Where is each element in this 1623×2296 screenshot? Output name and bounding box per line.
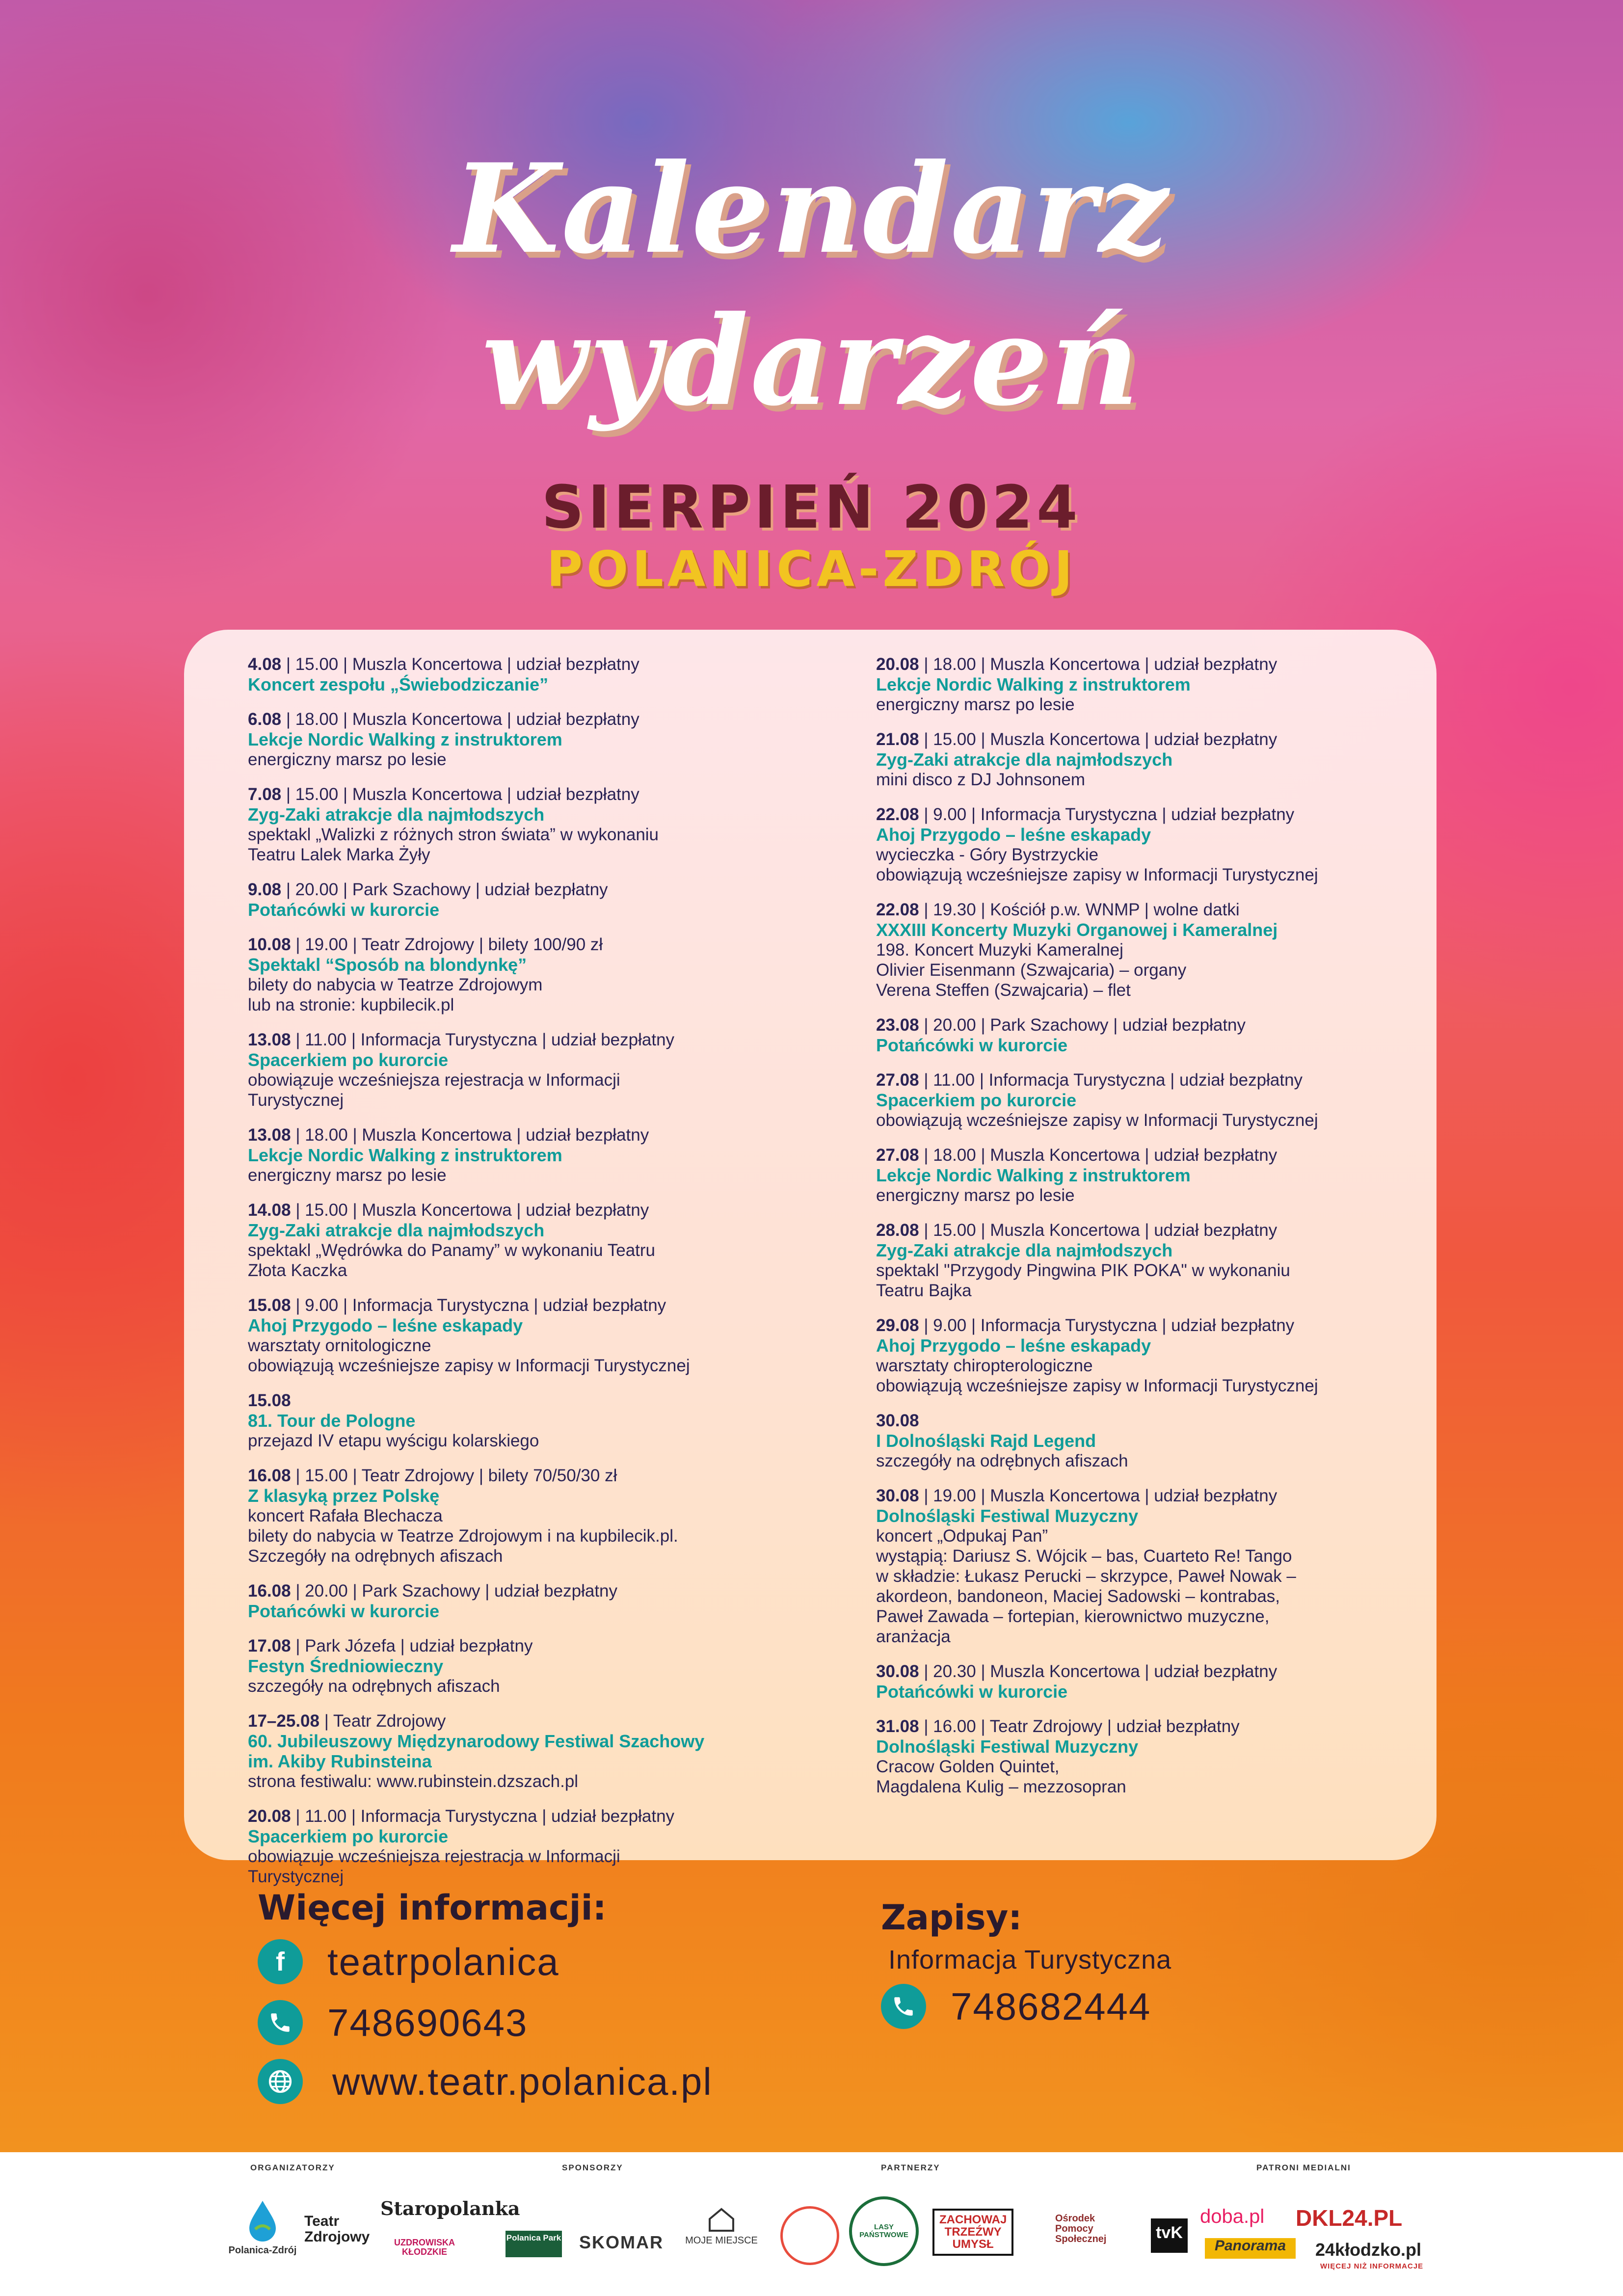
event-description: energiczny marsz po lesie: [876, 695, 1075, 714]
event-meta: 29.08 | 9.00 | Informacja Turystyczna | udział bezpłatny: [876, 1316, 1295, 1335]
event-title: Zyg-Zaki atrakcje dla najmłodszych: [248, 1220, 545, 1240]
event-meta: 23.08 | 20.00 | Park Szachowy | udział bezpłatny: [876, 1015, 1246, 1035]
signup-heading: Zapisy:: [881, 1897, 1022, 1938]
event-title: Dolnośląski Festiwal Muzyczny: [876, 1736, 1139, 1757]
month-heading: SIERPIEŃ 2024: [541, 474, 1082, 542]
event-title: Spacerkiem po kurorcie: [248, 1826, 449, 1846]
event-description: Teatru Lalek Marka Żyły: [248, 845, 430, 864]
event-description: energiczny marsz po lesie: [876, 1186, 1075, 1205]
event-description: obowiązuje wcześniejsza rejestracja w Informacji: [248, 1847, 620, 1866]
event-title: I Dolnośląski Rajd Legend: [876, 1431, 1096, 1451]
event-meta: 16.08 | 15.00 | Teatr Zdrojowy | bilety 70/50/30 zł: [248, 1466, 617, 1485]
media-label: PATRONI MEDIALNI: [1256, 2163, 1351, 2172]
partners-label: PARTNERZY: [881, 2163, 940, 2172]
event-meta: 21.08 | 15.00 | Muszla Koncertowa | udział bezpłatny: [876, 730, 1277, 749]
event-title: Z klasyką przez Polskę: [248, 1486, 440, 1506]
town-heading: POLANICA-ZDRÓJ: [546, 540, 1077, 598]
event-description: obowiązuje wcześniejsza rejestracja w Informacji: [248, 1070, 620, 1090]
event-description: strona festiwalu: www.rubinstein.dzszach.pl: [248, 1772, 579, 1791]
skomar-logo: SKOMAR: [579, 2232, 664, 2252]
event-description: warsztaty ornitologiczne: [248, 1336, 431, 1355]
events-column-right: [876, 654, 1431, 1812]
event-description: koncert Rafała Blechacza: [248, 1506, 443, 1525]
dkl24-logo: DKL24.PL: [1296, 2205, 1403, 2231]
sponsors-footer: [0, 2152, 1623, 2296]
event-meta: 27.08 | 11.00 | Informacja Turystyczna | udział bezpłatny: [876, 1070, 1303, 1090]
event-meta: 17.08 | Park Józefa | udział bezpłatny: [248, 1636, 533, 1655]
event-item: [876, 1070, 1431, 1130]
event-meta: 13.08 | 11.00 | Informacja Turystyczna | udział bezpłatny: [248, 1030, 675, 1049]
event-title: Ahoj Przygodo – leśne eskapady: [876, 825, 1151, 845]
event-description: obowiązują wcześniejsze zapisy w Informacji Turystycznej: [876, 1111, 1318, 1130]
event-title: Potańcówki w kurorcie: [248, 900, 440, 920]
event-item: [248, 784, 802, 865]
event-description: spektakl „Wędrówka do Panamy” w wykonaniu Teatru: [248, 1241, 656, 1260]
event-item: [876, 1411, 1431, 1471]
event-title: Spektakl “Sposób na blondynkę”: [248, 955, 527, 975]
event-item: [876, 1716, 1431, 1797]
event-title: Lekcje Nordic Walking z instruktorem: [248, 1145, 562, 1165]
globe-icon: [258, 2059, 303, 2104]
event-description: obowiązują wcześniejsze zapisy w Informacji Turystycznej: [876, 1376, 1318, 1395]
event-title: 81. Tour de Pologne: [248, 1411, 416, 1431]
event-description: aranżacja: [876, 1627, 951, 1646]
event-title: Zyg-Zaki atrakcje dla najmłodszych: [876, 1240, 1173, 1260]
event-description: mini disco z DJ Johnsonem: [876, 770, 1085, 789]
moje-miejsce-logo: MOJE MIEJSCE: [685, 2206, 758, 2246]
event-description: wystąpią: Dariusz S. Wójcik – bas, Cuarteto Re! Tango: [876, 1547, 1292, 1566]
event-meta: 10.08 | 19.00 | Teatr Zdrojowy | bilety 100/90 zł: [248, 935, 603, 954]
event-title: Dolnośląski Festiwal Muzyczny: [876, 1506, 1139, 1526]
event-description: Cracow Golden Quintet,: [876, 1757, 1060, 1776]
event-title: Lekcje Nordic Walking z instruktorem: [248, 729, 562, 749]
polanica-zdroj-logo: Polanica-Zdrój: [221, 2199, 304, 2256]
title-line-2: wydarzeń: [481, 289, 1142, 433]
event-meta: 15.08 | 9.00 | Informacja Turystyczna | udział bezpłatny: [248, 1296, 666, 1315]
event-description: w składzie: Łukasz Perucki – skrzypce, Paweł Nowak –: [876, 1567, 1296, 1586]
event-meta: 28.08 | 15.00 | Muszla Koncertowa | udział bezpłatny: [876, 1221, 1277, 1240]
event-title: Festyn Średniowieczny: [248, 1656, 444, 1676]
event-description: Verena Steffen (Szwajcaria) – flet: [876, 981, 1131, 1000]
event-item: [248, 1030, 802, 1110]
phone-icon: [258, 2000, 303, 2045]
event-item: [248, 1581, 802, 1621]
event-item: [876, 1145, 1431, 1205]
polanica-park-logo: Polanica Park: [506, 2231, 562, 2257]
event-item: [248, 1295, 802, 1376]
event-description: Szczegóły na odrębnych afiszach: [248, 1547, 503, 1566]
organizers-label: ORGANIZATORZY: [250, 2163, 335, 2172]
website-link[interactable]: www.teatr.polanica.pl: [332, 2060, 713, 2103]
event-description: obowiązują wcześniejsze zapisy w Informacji Turystycznej: [876, 865, 1318, 884]
phone-number-2[interactable]: 748682444: [951, 1985, 1151, 2028]
event-title: Lekcje Nordic Walking z instruktorem: [876, 1165, 1191, 1185]
phone-icon: [881, 1984, 926, 2029]
event-meta: 20.08 | 11.00 | Informacja Turystyczna | udział bezpłatny: [248, 1807, 675, 1826]
event-description: Olivier Eisenmann (Szwajcaria) – organy: [876, 961, 1187, 980]
event-item: [248, 1636, 802, 1696]
event-meta: 30.08 | 20.30 | Muszla Koncertowa | udział bezpłatny: [876, 1662, 1277, 1681]
event-title: Potańcówki w kurorcie: [876, 1682, 1068, 1702]
event-description: akordeon, bandoneon, Maciej Sadowski – kontrabas,: [876, 1587, 1280, 1606]
event-description: Magdalena Kulig – mezzosopran: [876, 1777, 1126, 1796]
event-description: szczegóły na odrębnych afiszach: [248, 1677, 500, 1696]
panorama-logo: Panorama: [1205, 2238, 1296, 2259]
event-description: Złota Kaczka: [248, 1261, 347, 1280]
event-meta: 14.08 | 15.00 | Muszla Koncertowa | udział bezpłatny: [248, 1201, 649, 1220]
more-info-heading: Więcej informacji:: [258, 1888, 607, 1928]
event-item: [248, 1806, 802, 1887]
events-column-left: [248, 654, 802, 1901]
event-item: [876, 729, 1431, 790]
event-title: Zyg-Zaki atrakcje dla najmłodszych: [248, 804, 545, 825]
facebook-row[interactable]: [258, 1939, 559, 1984]
water-drop-icon: [245, 2199, 280, 2243]
event-title: 60. Jubileuszowy Międzynarodowy Festiwal Szachowy: [248, 1731, 705, 1751]
event-item: [876, 654, 1431, 715]
event-description: wycieczka - Góry Bystrzyckie: [876, 845, 1099, 864]
zachowaj-trzezwy-umysl-logo: ZACHOWAJ TRZEŹWY UMYSŁ: [932, 2209, 1013, 2256]
event-description: 198. Koncert Muzyki Kameralnej: [876, 940, 1123, 960]
event-meta: 15.08: [248, 1391, 291, 1410]
event-meta: 30.08: [876, 1411, 919, 1430]
event-description: koncert „Odpukaj Pan”: [876, 1526, 1048, 1546]
phone-row-2[interactable]: [881, 1984, 1151, 2029]
event-item: [248, 1200, 802, 1281]
events-panel: [184, 630, 1437, 1886]
event-title-cont: im. Akiby Rubinsteina: [248, 1751, 432, 1771]
event-item: [876, 1315, 1431, 1396]
event-description: bilety do nabycia w Teatrze Zdrojowym: [248, 975, 543, 994]
house-icon: [707, 2206, 736, 2233]
event-meta: 30.08 | 19.00 | Muszla Koncertowa | udział bezpłatny: [876, 1486, 1277, 1505]
website-row[interactable]: [258, 2059, 713, 2104]
uzdrowiska-klodzkie-logo: UZDROWISKA KŁODZKIE: [394, 2238, 455, 2257]
partner-badge-logo: [780, 2206, 839, 2265]
event-description: Turystycznej: [248, 1091, 344, 1110]
event-meta: 13.08 | 18.00 | Muszla Koncertowa | udział bezpłatny: [248, 1125, 649, 1145]
event-meta: 7.08 | 15.00 | Muszla Koncertowa | udział bezpłatny: [248, 785, 639, 804]
event-meta: 27.08 | 18.00 | Muszla Koncertowa | udział bezpłatny: [876, 1146, 1277, 1165]
event-item: [876, 1220, 1431, 1301]
event-description: przejazd IV etapu wyścigu kolarskiego: [248, 1431, 539, 1450]
event-meta: 4.08 | 15.00 | Muszla Koncertowa | udział bezpłatny: [248, 655, 639, 674]
event-description: Paweł Zawada – fortepian, kierownictwo muzyczne,: [876, 1607, 1270, 1626]
event-item: [248, 654, 802, 694]
event-item: [248, 1711, 802, 1791]
event-description: bilety do nabycia w Teatrze Zdrojowym i na kupbilecik.pl.: [248, 1526, 678, 1546]
event-meta: 22.08 | 19.30 | Kościół p.w. WNMP | wolne datki: [876, 900, 1240, 919]
event-item: [248, 934, 802, 1015]
event-item: [876, 1015, 1431, 1055]
event-description: Teatru Bajka: [876, 1281, 972, 1300]
event-title: Koncert zespołu „Świebodziczanie”: [248, 674, 549, 694]
event-title: Zyg-Zaki atrakcje dla najmłodszych: [876, 749, 1173, 770]
event-title: Lekcje Nordic Walking z instruktorem: [876, 674, 1191, 694]
sponsors-label: SPONSORZY: [562, 2163, 623, 2172]
event-item: [248, 880, 802, 920]
ops-logo: Ośrodek Pomocy Społecznej: [1055, 2213, 1107, 2244]
event-title: Spacerkiem po kurorcie: [248, 1050, 449, 1070]
24klodzko-tagline: WIĘCEJ NIŻ INFORMACJE: [1320, 2262, 1424, 2270]
doba-logo: doba.pl: [1200, 2206, 1265, 2227]
phone-number-1[interactable]: 748690643: [327, 2001, 528, 2044]
event-title: Potańcówki w kurorcie: [248, 1601, 440, 1621]
event-item: [248, 709, 802, 770]
event-description: energiczny marsz po lesie: [248, 750, 447, 769]
event-description: spektakl „Walizki z różnych stron świata” w wykonaniu: [248, 825, 659, 844]
event-meta: 9.08 | 20.00 | Park Szachowy | udział bezpłatny: [248, 880, 608, 899]
event-description: obowiązują wcześniejsze zapisy w Informacji Turystycznej: [248, 1356, 690, 1375]
event-description: lub na stronie: kupbilecik.pl: [248, 995, 454, 1015]
event-title: Ahoj Przygodo – leśne eskapady: [876, 1335, 1151, 1356]
event-description: energiczny marsz po lesie: [248, 1166, 447, 1185]
event-meta: 16.08 | 20.00 | Park Szachowy | udział bezpłatny: [248, 1581, 618, 1601]
event-title: Ahoj Przygodo – leśne eskapady: [248, 1315, 523, 1335]
tvk-logo: tvK: [1151, 2218, 1188, 2253]
phone-row-1[interactable]: [258, 2000, 528, 2045]
event-title: Potańcówki w kurorcie: [876, 1035, 1068, 1055]
event-item: [876, 1486, 1431, 1647]
lasy-panstwowe-logo: LASY PAŃSTWOWE: [849, 2196, 919, 2266]
event-meta: 22.08 | 9.00 | Informacja Turystyczna | udział bezpłatny: [876, 805, 1295, 824]
event-item: [876, 900, 1431, 1000]
event-item: [876, 804, 1431, 885]
event-item: [248, 1466, 802, 1566]
event-description: spektakl "Przygody Pingwina PIK POKA" w wykonaniu: [876, 1261, 1290, 1280]
signup-place: Informacja Turystyczna: [888, 1945, 1172, 1975]
event-item: [876, 1661, 1431, 1702]
event-meta: 31.08 | 16.00 | Teatr Zdrojowy | udział bezpłatny: [876, 1717, 1240, 1736]
event-title: Spacerkiem po kurorcie: [876, 1090, 1077, 1110]
teatr-zdrojowy-logo: Teatr Zdrojowy: [304, 2213, 370, 2245]
event-description: warsztaty chiropterologiczne: [876, 1356, 1093, 1375]
event-item: [248, 1125, 802, 1185]
24klodzko-logo: 24kłodzko.pl: [1315, 2240, 1422, 2260]
event-meta: 6.08 | 18.00 | Muszla Koncertowa | udział bezpłatny: [248, 710, 639, 729]
event-title: XXXIII Koncerty Muzyki Organowej i Kameralnej: [876, 920, 1278, 940]
event-meta: 20.08 | 18.00 | Muszla Koncertowa | udział bezpłatny: [876, 655, 1277, 674]
facebook-icon: f: [258, 1939, 303, 1984]
event-description: szczegóły na odrębnych afiszach: [876, 1451, 1128, 1470]
facebook-handle[interactable]: teatrpolanica: [327, 1940, 559, 1983]
event-item: [248, 1390, 802, 1451]
event-meta: 17–25.08 | Teatr Zdrojowy: [248, 1711, 446, 1731]
staropolanka-logo: Staropolanka: [380, 2197, 520, 2219]
event-description: Turystycznej: [248, 1867, 344, 1886]
title-line-1: Kalendarz: [452, 136, 1171, 281]
